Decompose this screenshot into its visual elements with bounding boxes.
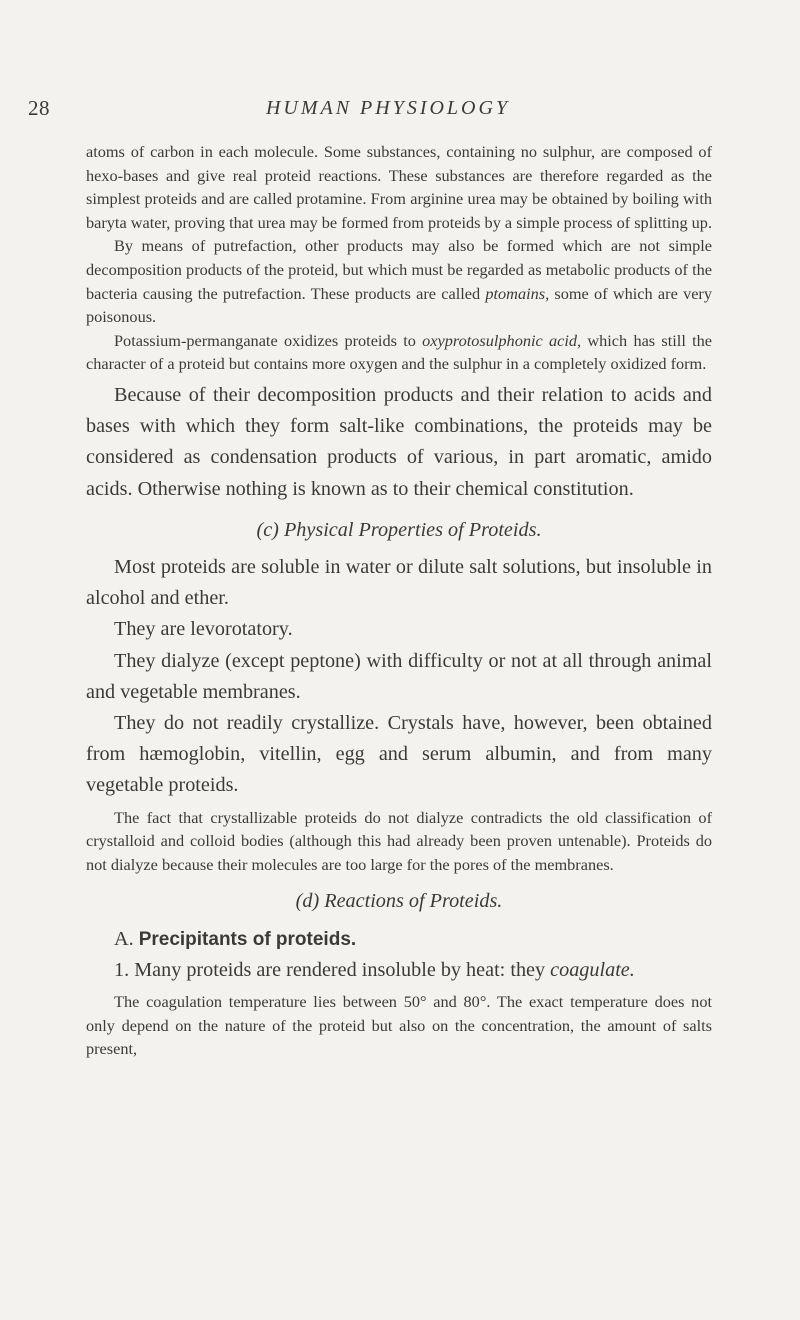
heading-text: Physical Properties of Proteids. (283, 518, 542, 541)
paragraph: atoms of carbon in each molecule. Some substances, containing no sulphur, are composed of hexo-bases and give real proteid reactions. These substances are therefore regarded as the simplest proteids and are called protamine. From arginine urea may be obtained by boiling with baryta water, proving that urea may be formed from proteids by a simple process of splitting up. (86, 142, 713, 232)
section-heading-c (86, 515, 712, 546)
heading-letter: (d) (295, 890, 320, 913)
paragraph: They do not readily crystallize. Crystals have, however, been obtained from hæmoglobin, vitellin, egg and serum albumin, and from many vegetable proteids. (86, 711, 712, 797)
section-heading-d (86, 886, 712, 917)
paragraph: They dialyze (except peptone) with difficulty or not at all through animal and vegetable membranes. (86, 649, 712, 703)
italic-term: ptomains, (485, 283, 550, 303)
paragraph: They are levorotatory. (114, 618, 293, 641)
paragraph (86, 955, 712, 986)
page-header (28, 96, 748, 120)
paragraph (86, 329, 712, 376)
text-run: some of which are very poisonous. (86, 283, 712, 327)
section-a-heading (86, 924, 712, 955)
text-run: Potassium-permanganate oxidizes proteids to (114, 330, 423, 350)
page-body (86, 140, 712, 1061)
paragraph: Most proteids are soluble in water or dilute salt solutions, but insoluble in alcohol and ether. (86, 555, 712, 610)
paragraph (86, 234, 712, 328)
section-title: Precipitants of proteids. (138, 928, 357, 950)
heading-letter: (c) (256, 518, 279, 541)
paragraph: Because of their decomposition products and their relation to acids and bases with which they form salt-like combinations, the proteids may be considered as condensation products of various, in part aromatic, amido acids. Otherwise nothing is known as to their chemical constitution. (86, 383, 712, 500)
running-head: HUMAN PHYSIOLOGY (265, 97, 511, 119)
text-run: By means of putrefaction, other products may also be formed which are not simple decomposition products of the proteid, but which must be regarded as metabolic products of the bacteria causing the putrefaction. These products are called (86, 236, 712, 303)
italic-term: oxyprotosulphonic acid, (422, 330, 582, 350)
italic-term: coagulate. (550, 958, 635, 981)
paragraph: The coagulation temperature lies between 50° and 80°. The exact temperature does not only depend on the nature of the proteid but also on the concentration, the amount of salts present, (86, 991, 712, 1059)
section-letter: A. (114, 927, 134, 950)
heading-text: Reactions of Proteids. (324, 890, 503, 913)
text-run: 1. Many proteids are rendered insoluble by heat: they (114, 958, 546, 981)
page-number: 28 (28, 96, 50, 120)
text-run: which has still the character of a proteid but contains more oxygen and the sulphur in a completely oxidized form. (86, 330, 713, 374)
paragraph: The fact that crystallizable proteids do not dialyze contradicts the old classification of crystalloid and colloid bodies (although this had already been proven untenable). Proteids do not dialyze because their molecules are too large for the pores of the membranes. (86, 807, 712, 874)
